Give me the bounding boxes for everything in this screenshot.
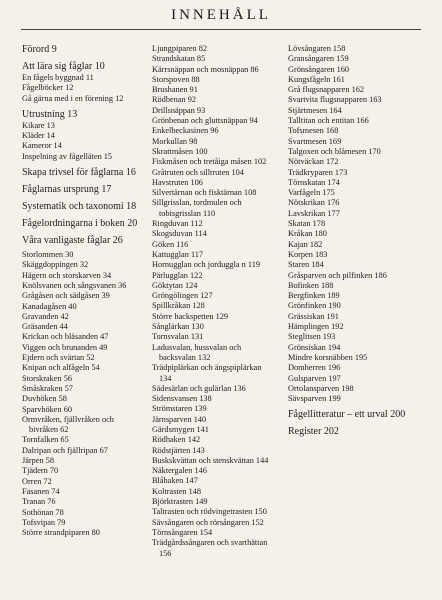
contents-entry: Spillkråkan 128 xyxy=(152,301,205,311)
contents-entry: Storlommen 30 xyxy=(22,250,74,260)
contents-entry: Ringduvan 112 xyxy=(152,219,203,229)
contents-entry: Sävsparven 199 xyxy=(288,394,341,404)
contents-entry: Skatan 178 xyxy=(288,219,326,229)
contents-entry: Trädpiplärkan och ängspiplärkan xyxy=(152,363,262,373)
contents-entry: Fågelböcker 12 xyxy=(22,83,74,93)
contents-entry: Pärlugglan 122 xyxy=(152,270,203,280)
contents-entry: Rödhaken 142 xyxy=(152,435,201,445)
contents-entry xyxy=(152,353,278,363)
contents-entry: Drillsnäppan 93 xyxy=(152,105,206,115)
contents-entry: Större hackspetten 129 xyxy=(152,311,229,321)
contents-entry: Kameror 14 xyxy=(22,141,62,151)
section-heading: Skapa trivsel för fåglarna 16 xyxy=(22,167,136,179)
contents-entry: Gråsparven och pilfinken 186 xyxy=(288,270,387,280)
section-heading: Våra vanligaste fåglar 26 xyxy=(22,235,123,247)
contents-entry: Viggen och brunanden 49 xyxy=(22,342,108,352)
contents-entry: Brushanen 91 xyxy=(152,85,198,95)
contents-entry: Gå gärna med i en förening 12 xyxy=(22,93,124,103)
contents-entry: Skäggdoppingen 32 xyxy=(22,260,89,270)
contents-entry: Grönsångaren 160 xyxy=(288,64,350,74)
contents-entry: Ormvråken, fjällvråken och xyxy=(22,414,114,424)
contents-column-3 xyxy=(288,44,423,438)
contents-entry: Lövsångaren 158 xyxy=(288,44,346,53)
contents-entry: Törnsångaren 154 xyxy=(152,527,213,537)
contents-entry: Havstruten 106 xyxy=(152,177,203,187)
contents-entry: Buskskvättan och stenskvättan 144 xyxy=(152,455,269,465)
contents-entry: Bofinken 188 xyxy=(288,280,334,290)
contents-entry: Taltrasten och rödvingetrasten 150 xyxy=(152,507,267,517)
contents-entry: Törnskatan 174 xyxy=(288,177,340,187)
contents-entry: Ljungpiparen 82 xyxy=(152,44,208,53)
contents-entry: Gråtruten och silltruten 104 xyxy=(152,167,244,177)
contents-entry: Knipan och alfågeln 54 xyxy=(22,363,100,373)
contents-entry: Morkullan 98 xyxy=(152,136,198,146)
contents-entry-continuation: tobisgrisslan 110 xyxy=(159,208,216,218)
contents-entry: Järnsparven 140 xyxy=(152,414,207,424)
page-title: INNEHÅLL xyxy=(171,7,271,23)
section-heading: Fågelordningarna i boken 20 xyxy=(22,218,138,230)
contents-entry: Knölsvanen och sångsvanen 36 xyxy=(22,280,127,290)
contents-entry: Kajan 182 xyxy=(288,239,323,249)
contents-entry: Lavskrikan 177 xyxy=(288,208,340,218)
contents-entry: Krickan och bläsanden 47 xyxy=(22,332,109,342)
contents-entry: En fågels byggnad 11 xyxy=(22,73,94,82)
contents-entry: Sillgrisslan, tordmulen och xyxy=(152,198,242,208)
section-heading: Att lära sig fåglar 10 xyxy=(22,61,105,72)
contents-entry: Hornugglan och jorduggla n 119 xyxy=(152,260,260,270)
contents-entry: Storspoven 88 xyxy=(152,74,200,84)
contents-entry: Strömstaren 139 xyxy=(152,404,207,414)
contents-entry: Grönbenan och gluttsnäppan 94 xyxy=(152,116,258,126)
contents-entry: Hägern och storskarven 34 xyxy=(22,270,112,280)
contents-entry: Nötskrikan 176 xyxy=(288,198,340,208)
contents-entry: Kanadagåsen 40 xyxy=(22,301,77,311)
contents-entry: Svartvita flugsnapparen 163 xyxy=(288,95,382,105)
contents-entry: Domherren 196 xyxy=(288,363,341,373)
contents-entry: Sädesärlan och gulärlan 136 xyxy=(152,383,246,393)
contents-entry: Näktergalen 146 xyxy=(152,466,207,476)
contents-column-1 xyxy=(22,44,146,538)
section-heading: Systematik och taxonomi 18 xyxy=(22,201,137,213)
contents-entry: Ejdern och svärtan 52 xyxy=(22,353,95,363)
contents-entry: Orren 72 xyxy=(22,476,52,486)
contents-entry: Bergfinken 189 xyxy=(288,291,340,301)
contents-entry: Sånglärkan 130 xyxy=(152,322,204,332)
section-heading: Fågellitteratur – ett urval 200 xyxy=(288,409,406,421)
contents-entry: Järpen 58 xyxy=(22,456,55,466)
contents-entry: Korpen 183 xyxy=(288,249,328,259)
contents-entry: Rödstjärten 143 xyxy=(152,445,205,455)
contents-entry: Gräsanden 44 xyxy=(22,322,68,332)
contents-entry: Sidensvansen 138 xyxy=(152,394,212,404)
contents-entry: Kläder 14 xyxy=(22,131,55,141)
contents-entry: Gulsparven 197 xyxy=(288,373,341,383)
contents-entry: Sparvhöken 60 xyxy=(22,404,73,414)
contents-entry: Hämplingen 192 xyxy=(288,322,344,332)
contents-entry: Skrattmåsen 100 xyxy=(152,146,208,156)
contents-entry: Grässiskan 191 xyxy=(288,311,339,321)
contents-entry: Staren 184 xyxy=(288,260,324,270)
contents-entry: Tranan 76 xyxy=(22,497,56,507)
contents-entry: Duvhöken 58 xyxy=(22,394,67,404)
contents-entry: Fasanen 74 xyxy=(22,486,60,496)
contents-entry xyxy=(152,549,278,559)
contents-entry: Enkelbeckasinen 96 xyxy=(152,126,219,136)
contents-entry: Kärrsnäppan och mosnäppan 86 xyxy=(152,64,259,74)
contents-entry: Grå flugsnapparen 162 xyxy=(288,85,365,95)
contents-entry: Strandskatan 85 xyxy=(152,54,206,64)
contents-entry: Tornfalken 65 xyxy=(22,435,69,445)
contents-entry: Mindre korsnäbben 195 xyxy=(288,352,368,362)
contents-entry: Kråkan 180 xyxy=(288,229,327,239)
contents-entry: Större strandpiparen 80 xyxy=(22,528,100,538)
contents-entry: Kattugglan 117 xyxy=(152,249,204,259)
contents-entry: Tjädern 70 xyxy=(22,466,59,476)
contents-entry: Storskraken 56 xyxy=(22,373,73,383)
contents-entry: Sävsångaren och rörsångaren 152 xyxy=(152,517,264,527)
contents-entry: Gransångaren 159 xyxy=(288,54,349,64)
contents-entry: Grågåsen och sädgåsen 39 xyxy=(22,291,110,301)
contents-entry: Rödbenan 92 xyxy=(152,95,197,105)
contents-column-2 xyxy=(152,44,278,559)
contents-entry: Tofsvipan 79 xyxy=(22,517,66,527)
contents-entry: Småskraken 57 xyxy=(22,383,73,393)
contents-entry: Silvertärnan och fisktärnan 108 xyxy=(152,188,257,198)
contents-entry: Gravanden 42 xyxy=(22,311,69,321)
contents-entry: Göktytan 124 xyxy=(152,280,198,290)
contents-entry: Grönsiskan 194 xyxy=(288,342,341,352)
contents-entry-continuation: 156 xyxy=(159,548,172,558)
section-heading: Utrustning 13 xyxy=(22,108,78,120)
contents-entry-continuation: bivråken 62 xyxy=(29,425,69,435)
section-heading: Fåglarnas ursprung 17 xyxy=(22,184,112,196)
contents-entry: Steglitsen 193 xyxy=(288,332,336,342)
contents-entry: Inspelning av fågelläten 15 xyxy=(22,151,113,161)
contents-entry: Tofsmesen 168 xyxy=(288,126,339,136)
contents-entry: Stjärtmesen 164 xyxy=(288,105,342,115)
contents-entry: Svartmesen 169 xyxy=(288,136,342,146)
contents-entry: Ortolansparven 198 xyxy=(288,383,354,393)
contents-entry-continuation: backsvalan 132 xyxy=(159,352,211,362)
contents-entry xyxy=(152,209,278,219)
contents-entry: Grönfinken 190 xyxy=(288,301,341,311)
contents-entry: Ladusvalan, hussvalan och xyxy=(152,342,242,352)
contents-entry: Björktrasten 149 xyxy=(152,497,208,507)
contents-entry: Fiskmåsen och tretåiga måsen 102 xyxy=(152,157,267,167)
contents-entry xyxy=(22,425,146,435)
contents-entry: Tornsvalan 131 xyxy=(152,332,204,342)
contents-entry xyxy=(152,374,278,384)
contents-entry: Sothönan 78 xyxy=(22,507,64,517)
contents-entry: Talltitan och entitan 166 xyxy=(288,116,369,126)
contents-entry: Kikare 13 xyxy=(22,120,55,130)
contents-entry: Blåhaken 147 xyxy=(152,476,198,486)
contents-entry-continuation: 134 xyxy=(159,373,172,383)
contents-entry: Trädkryparen 173 xyxy=(288,167,348,177)
contents-entry: Talgoxen och blåmesen 170 xyxy=(288,146,381,156)
contents-entry: Skogsduvan 114 xyxy=(152,229,207,239)
contents-entry: Göken 116 xyxy=(152,239,189,249)
section-heading: Förord 9 xyxy=(22,44,57,55)
contents-entry: Nötväckan 172 xyxy=(288,157,339,167)
contents-entry: Trädgårdssångaren och svarthättan xyxy=(152,538,268,548)
contents-entry: Gröngölingen 127 xyxy=(152,291,213,301)
contents-entry: Koltrasten 148 xyxy=(152,486,202,496)
contents-entry: Gärdsmygen 141 xyxy=(152,424,209,434)
contents-entry: Dalripan och fjällripan 67 xyxy=(22,445,108,455)
title-rule xyxy=(21,29,421,30)
contents-entry: Kungsfågeln 161 xyxy=(288,74,345,84)
contents-entry: Varfågeln 175 xyxy=(288,188,335,198)
section-heading: Register 202 xyxy=(288,426,339,438)
